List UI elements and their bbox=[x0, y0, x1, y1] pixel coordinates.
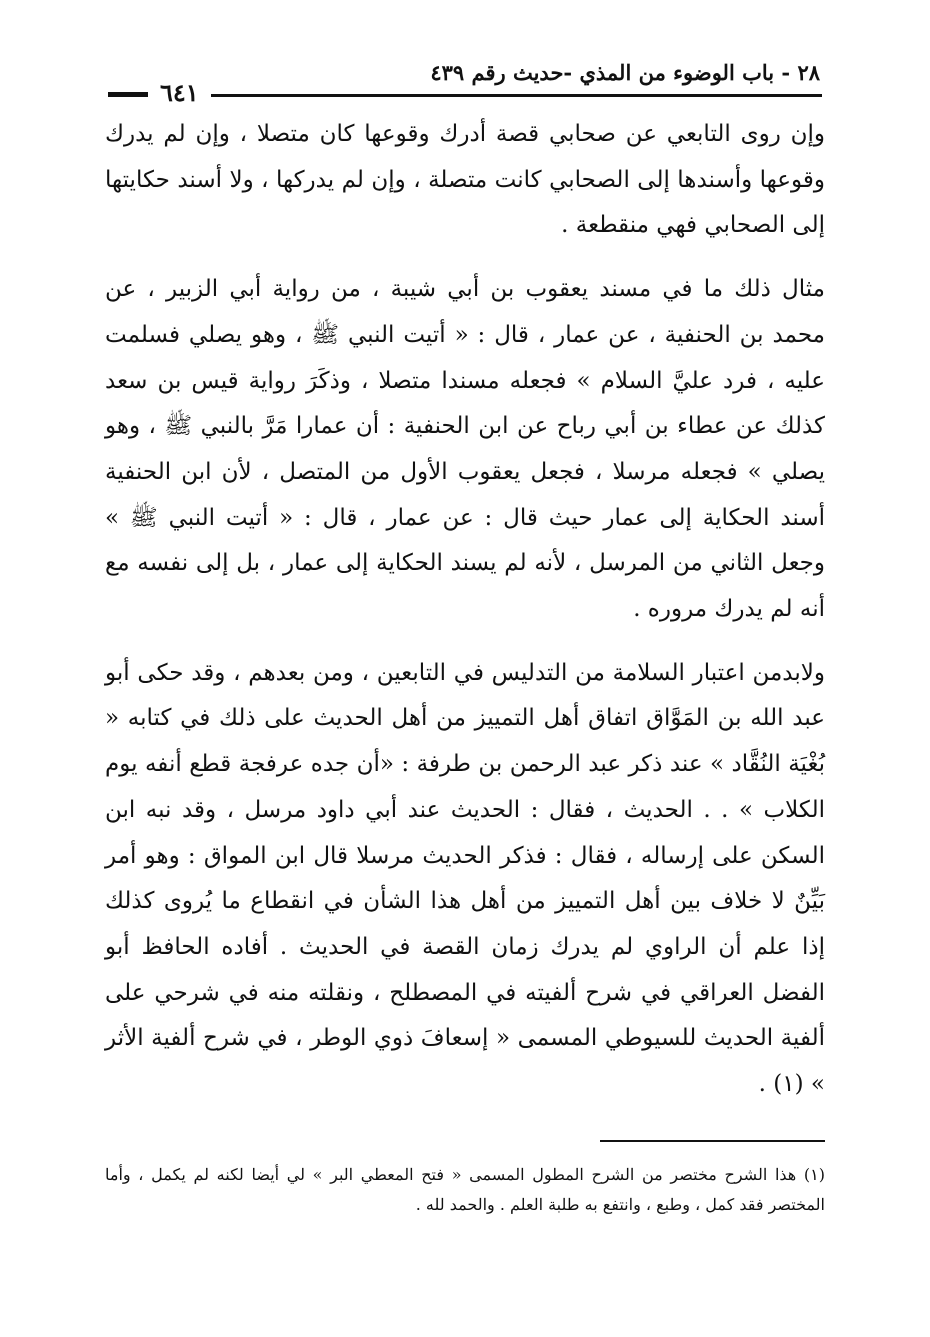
page-number: ٦٤١ bbox=[148, 78, 211, 108]
running-header bbox=[108, 58, 820, 92]
footnote-rule bbox=[600, 1140, 825, 1142]
main-text bbox=[105, 112, 825, 1126]
paragraph: وإن روى التابعي عن صحابي قصة أدرك وقوعها كان متصلا ، وإن لم يدرك وقوعها وأسندها إلى الصحابي كانت متصلة ، وإن لم يدركها ، ولا أسند حكايتها إلى الصحابي فهي منقطعة . bbox=[105, 121, 825, 239]
paragraph: ولابدمن اعتبار السلامة من التدليس في التابعين ، ومن بعدهم ، وقد حكى أبو عبد الله بن المَوَّاق اتفاق أهل التمييز من أهل الحديث على ذلك في كتابه « بُغْيَة النُقَّاد » عند ذكر عبد الرحمن بن طرفة : «أن جده عرفجة قطع أنفه يوم الكلاب » . . الحديث ، فقال : الحديث عند أبي داود مرسل ، وقد نبه ابن السكن على إرساله ، فقال : فذكر الحديث مرسلا قال ابن المواق : وهو أمر بَيِّنٌ لا خلاف بين أهل التمييز من أهل هذا الشأن في انقطاع ما يُروى كذلك إذا علم أن الراوي لم يدرك زمان القصة في الحديث . أفاده الحافظ أبو الفضل العراقي في شرح ألفيته في المصطلح ، ونقلته منه في شرحي على ألفية الحديث للسيوطي المسمى « إسعافَ ذوي الوطر ، في شرح ألفية الأثر » (١) . bbox=[105, 659, 825, 1098]
page-number-dash bbox=[108, 92, 148, 95]
footnote: (١) هذا الشرح مختصر من الشرح المطول المسمى « فتح المعطي البر » لي أيضا لكنه لم يكمل ، وأما المختصر فقد كمل ، وطبع ، وانتفع به طلبة العلم . والحمد لله . bbox=[105, 1165, 825, 1214]
paragraph: مثال ذلك ما في مسند يعقوب بن أبي شيبة ، من رواية أبي الزبير ، عن محمد بن الحنفية ، عن عمار ، قال : « أتيت النبي ﷺ ، وهو يصلي فسلمت عليه ، فرد عليَّ السلام » فجعله مسندا متصلا ، وذكَرَ رواية قيس بن سعد كذلك عن عطاء بن أبي رباح عن ابن الحنفية : أن عمارا مَرَّ بالنبي ﷺ ، وهو يصلي » فجعله مرسلا ، فجعل يعقوب الأول من المتصل ، لأن ابن الحنفية أسند الحكاية إلى عمار حيث قال : عن عمار ، قال : « أتيت النبي ﷺ » وجعل الثاني من المرسل ، لأنه لم يسند الحكاية إلى عمار ، بل إلى نفسه مع أنه لم يدرك مروره . bbox=[105, 276, 826, 623]
chapter-title: ٢٨ - باب الوضوء من المذي -حديث رقم ٤٣٩ bbox=[430, 60, 820, 85]
header-rule bbox=[108, 94, 822, 97]
